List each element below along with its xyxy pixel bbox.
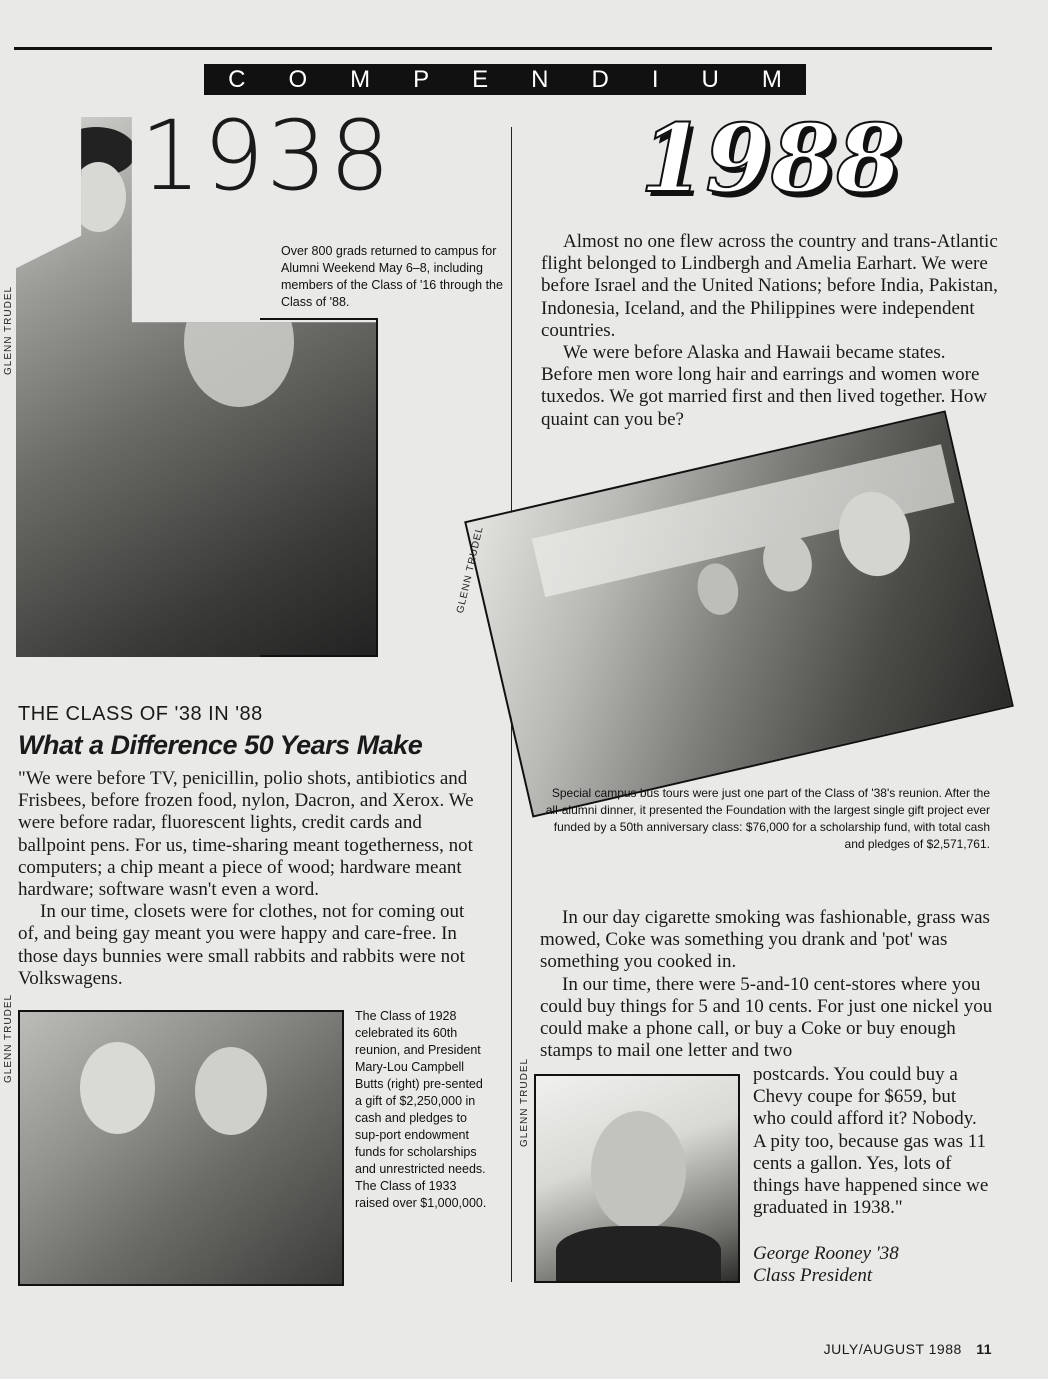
class-1928-photo — [18, 1010, 344, 1286]
article-kicker: THE CLASS OF '38 IN '88 — [18, 703, 263, 725]
page-number: 11 — [976, 1341, 992, 1357]
bus-tour-photo — [464, 410, 1014, 817]
body-paragraph: In our time, closets were for clothes, not for coming out of, and being gay meant you were happy and care-free. In those days bunnies were small rabbits and rabbits were not Volkswagens. — [18, 901, 465, 989]
intro-paragraph: We were before Alaska and Hawaii became states. Before men wore long hair and earrings and women wore tuxedos. We got married first and then lived together. How quaint can you be? — [541, 342, 988, 430]
portrait-face-shape — [591, 1111, 686, 1231]
year-1988: 1988 — [640, 104, 902, 214]
portrait-suit-shape — [556, 1226, 721, 1283]
signature-title: Class President — [753, 1265, 873, 1286]
reunion-caption: Over 800 grads returned to campus for Alumni Weekend May 6–8, including members of the Class of '16 through the Class of '88. — [281, 244, 503, 309]
photo-credit: GLENN TRUDEL — [519, 1057, 530, 1147]
year-1938: 1938 — [140, 100, 393, 212]
intro-text — [541, 231, 1001, 431]
photo-frame — [260, 318, 378, 657]
top-rule — [14, 47, 992, 50]
body-paragraph: In our time, there were 5-and-10 cent-stores where you could buy things for 5 and 10 cents. For just one nickel you could make a phone call, or buy a Coke or buy enough stamps to mail one letter and two — [540, 973, 993, 1062]
passenger-face-shape — [693, 559, 744, 619]
woman-face-shape — [195, 1047, 267, 1135]
section-banner: COMPENDIUM — [204, 64, 806, 95]
woman-face-shape — [80, 1042, 155, 1134]
wrap-text: postcards. You could buy a Chevy coupe for $659, but who could afford it? Nobody. A pity too, because gas was 11 cents a gallon. Yes, lots of things have happened since we graduated in 1938." — [753, 1064, 989, 1219]
photo-credit: GLENN TRUDEL — [3, 993, 14, 1083]
woman-face-shape — [71, 162, 126, 232]
right-body-text — [540, 907, 995, 1062]
body-paragraph: "We were before TV, penicillin, polio shots, antibiotics and Frisbees, before frozen food, nylon, Dacron, and Xerox. We were before radar, fluorescent lights, credit cards and ballpoint pens. For us, time-sharing meant togetherness, not computers; a chip meant a piece of wood; hardware meant hardware; software wasn't even a word. — [18, 768, 474, 901]
issue-date: JULY/AUGUST 1988 — [823, 1341, 962, 1357]
page-folio — [824, 1341, 992, 1357]
left-body-text — [18, 768, 488, 990]
photo-credit: GLENN TRUDEL — [3, 285, 14, 375]
body-paragraph: In our day cigarette smoking was fashionable, grass was mowed, Coke was something you drank and 'pot' was something you cooked in. — [540, 907, 990, 973]
class-1928-caption: The Class of 1928 celebrated its 60th reunion, and President Mary-Lou Campbell Butts (right) pre-sented a gift of $2,250,000 in cash and pledges to sup-port endowment funds for scholarships and unrestricted needs. The Class of 1933 raised over $1,000,000. — [355, 1009, 487, 1210]
signature-name: George Rooney '38 — [753, 1243, 899, 1264]
photo-credit: GLENN TRUDEL — [455, 525, 486, 615]
george-rooney-portrait — [534, 1074, 740, 1283]
article-headline: What a Difference 50 Years Make — [18, 730, 423, 760]
intro-paragraph: Almost no one flew across the country and trans-Atlantic flight belonged to Lindbergh and Amelia Earhart. We were before Israel and the United Nations; before India, Pakistan, Indonesia, Iceland, and the Philippines were independent countries. — [541, 231, 998, 341]
bus-tour-caption: Special campus bus tours were just one part of the Class of '38's reunion. After the all-alumni dinner, it presented the Foundation with the largest single gift project ever funded by a 50th anniversary class: $76,000 for a scholarship fund, with total cash and pledges of $2,571,761. — [545, 786, 990, 851]
